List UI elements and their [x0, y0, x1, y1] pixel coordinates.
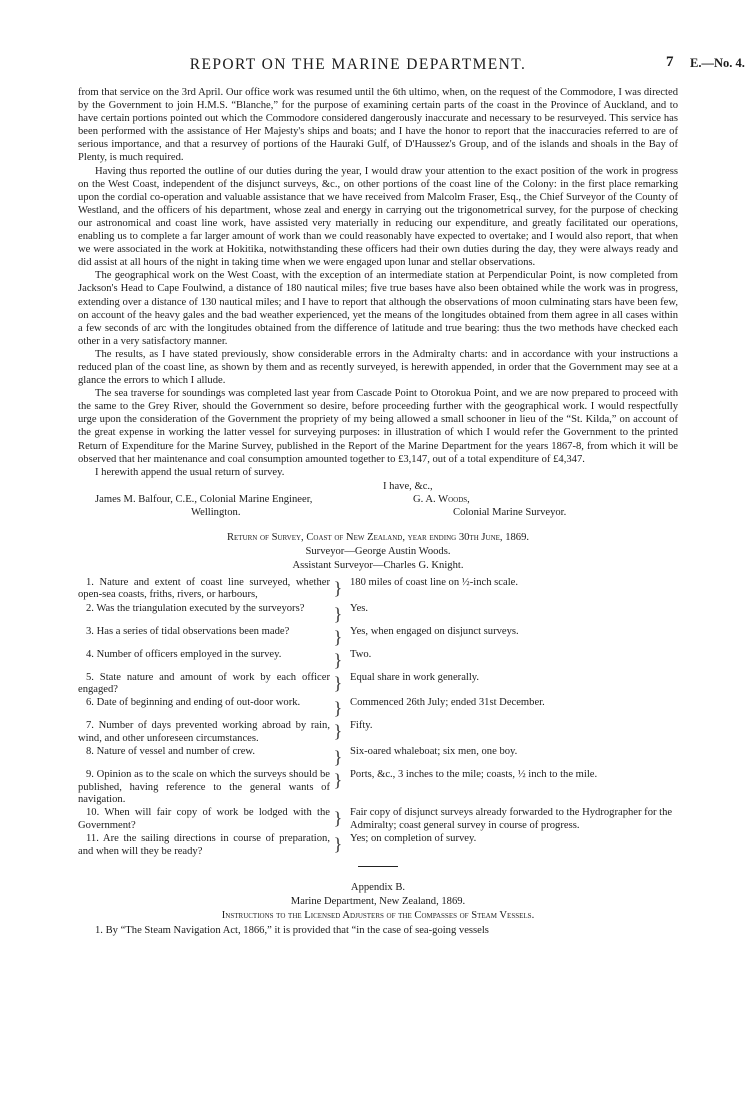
- survey-return-table: [78, 577, 678, 858]
- survey-answer: Two.: [350, 648, 372, 660]
- brace-glyph: }: [333, 834, 343, 855]
- brace-glyph: }: [333, 577, 343, 598]
- appendix-instructions: Instructions to the Licensed Adjusters of the Compasses of Steam Vessels.: [221, 910, 535, 922]
- question-text: 11. Are the sailing directions in course of preparation, and when will they be ready?: [78, 833, 330, 857]
- brace-glyph: }: [333, 626, 343, 647]
- table-row: [78, 769, 678, 806]
- survey-answer: Yes, when engaged on disjunct surveys.: [350, 625, 519, 637]
- addressee-place: Wellington.: [191, 506, 241, 518]
- brace-glyph: }: [333, 672, 343, 693]
- table-row: [78, 626, 678, 648]
- closing: I have, &c.,: [383, 480, 433, 492]
- survey-question: [78, 697, 330, 719]
- survey-answer: Commenced 26th July; ended 31st December.: [350, 697, 545, 709]
- survey-answer: 180 miles of coast line on ½-inch scale.: [350, 576, 518, 588]
- survey-question: [78, 833, 330, 858]
- survey-question: [78, 769, 330, 806]
- page-header: [78, 54, 745, 76]
- paragraph: from that service on the 3rd April. Our office work was resumed until the 6th ultimo, when, on the request of the Commodore, I was directed by the Government to join H.M.S. “Blanche,” for the purpose of examining certain parts of the coast in the Province of Auckland, and to have certain portions pointed out which the Commodore considered dangerously inaccurate and necessary to be resurveyed. This service has been performed with the assistance of Her Majesty's ships and boats; and I have the honor to report that the inaccuracies referred to are of serious importance, and that a resurvey of portions of the Hauraki Gulf, of D'Haussez's Group, and of the islands and shoals in the Bay of Plenty, is much required.: [78, 87, 678, 164]
- table-row: [78, 672, 678, 697]
- question-text: 2. Was the triangulation executed by the surveyors?: [86, 602, 305, 614]
- survey-answer: Six-oared whaleboat; six men, one boy.: [350, 746, 518, 758]
- paragraph: Having thus reported the outline of our duties during the year, I would draw your attention to the exact position of the work in progress on the West Coast, independent of the disjunct surveys, &c., on other portions of the coast line of the Colony: in the first place remarking upon the cordial co-operation and valuable assistance that we have received from Malcolm Fraser, Esq., the Chief Surveyor of the County of Westland, and the officers of his department, whose zeal and energy in carrying out the trigonometrical survey, for the purpose of checking our astronomical and coast line work, have assisted very materially in reducing our expenditure, and greatly facilitated our operations, enabling us to complete a far larger amount of work than we could reasonably have expected to overtake; and I would also report, that when we were associated in the work at Hokitika, notwithstanding these officers had their own duties during the day, they were always ready and did assist at all hours of the night in taking time when we were engaged upon lunar and stellar observations.: [78, 165, 678, 269]
- survey-question: [78, 577, 330, 602]
- survey-answer: Equal share in work generally.: [350, 671, 480, 683]
- survey-question: [78, 649, 330, 671]
- brace-glyph: }: [333, 770, 343, 791]
- report-body: [78, 86, 678, 479]
- table-row: [78, 807, 678, 832]
- paragraph: The geographical work on the West Coast, with the exception of an intermediate station at Perpendicular Point, is now completed from Jackson's Head to Cape Foulwind, a distance of 180 nautical miles; five true bases have also been obtained while the work was in progress, extending over a distance of 130 nautical miles; and I have to report that although the observations of moon culminating stars have been few, on account of the heavy gales and the bad weather experienced, yet the means of the longitudes obtained from them agree in all cases within a few seconds of arc with the longitudes obtained from the difference of latitude and true bearing: thus the two methods have checked each other in a very satisfactory manner.: [78, 270, 678, 347]
- table-row: [78, 746, 678, 768]
- question-text: 7. Number of days prevented working abroad by rain, wind, and other unforeseen circumstances.: [78, 720, 330, 744]
- survey-question: [78, 807, 330, 832]
- survey-answer: Fifty.: [350, 720, 373, 732]
- table-row: [78, 577, 678, 602]
- paragraph: The sea traverse for soundings was completed last year from Cascade Point to Otorokua Point, and we are now prepared to proceed with the same to the Grey River, should the Government so desire, before proceeding further with the geographical work. I would respectfully urge upon the consideration of the Government the propriety of my being allowed a small schooner in lieu of the “St. Kilda,” on account of the great expense in working the latter vessel for surveying purposes: in illustration of which I would refer the Government to the printed Return of Expenditure for the Marine Survey, published in the Report of the Marine Department for the years 1867-8, from which it will be observed that her maintenance and coal consumption amounted together to £3,147, out of a total expenditure of £4,347.: [78, 388, 678, 465]
- survey-answer: Yes.: [350, 602, 369, 614]
- brace-glyph: }: [333, 649, 343, 670]
- running-title: REPORT ON THE MARINE DEPARTMENT.: [189, 56, 527, 73]
- table-row: [78, 603, 678, 625]
- survey-answer: Yes; on completion of survey.: [350, 833, 477, 845]
- question-text: 6. Date of beginning and ending of out-door work.: [86, 697, 301, 709]
- survey-answer: Fair copy of disjunct surveys already forwarded to the Hydrographer for the Admiralty; coast general survey in course of progress.: [350, 807, 673, 831]
- appendix-first-line: 1. By “The Steam Navigation Act, 1866,” it is provided that “in the case of sea-going vessels: [95, 925, 489, 937]
- question-text: 8. Nature of vessel and number of crew.: [86, 746, 256, 758]
- table-row: [78, 833, 678, 858]
- appendix-title: Appendix B.: [350, 882, 406, 894]
- addressee: James M. Balfour, C.E., Colonial Marine Engineer,: [95, 493, 313, 505]
- signature-block: [78, 479, 678, 539]
- brace-glyph: }: [333, 721, 343, 742]
- question-text: 1. Nature and extent of coast line surveyed, whether open-sea coasts, friths, rivers, or harbours,: [78, 576, 330, 601]
- survey-question: [78, 603, 330, 625]
- table-row: [78, 720, 678, 745]
- paragraph: The results, as I have stated previously, show considerable errors in the Admiralty charts: and in accordance with your instructions a reduced plan of the coast line, as shown by them and as recently surveyed, is herewith appended, in order that the Government may see at a glance the errors to which I allude.: [78, 348, 678, 387]
- survey-question: [78, 626, 330, 648]
- survey-question: [78, 746, 330, 768]
- question-text: 9. Opinion as to the scale on which the surveys should be published, having reference to the general wants of navigation.: [78, 769, 330, 806]
- signer-name: G. A. Woods,: [413, 493, 470, 505]
- divider: [358, 866, 398, 867]
- question-text: 10. When will fair copy of work be lodged with the Government?: [78, 807, 330, 831]
- return-title: Return of Survey, Coast of New Zealand, year ending 30th June, 1869.: [226, 531, 530, 543]
- question-text: 3. Has a series of tidal observations been made?: [86, 625, 290, 637]
- brace-glyph: }: [333, 698, 343, 719]
- paper-reference: E.—No. 4.: [690, 56, 745, 70]
- appendix-subtitle: Marine Department, New Zealand, 1869.: [290, 896, 466, 908]
- signer-title: Colonial Marine Surveyor.: [453, 506, 567, 518]
- survey-question: [78, 720, 330, 745]
- survey-question: [78, 672, 330, 697]
- assistant-line: Assistant Surveyor—Charles G. Knight.: [292, 559, 464, 571]
- page-number: 7: [666, 54, 674, 70]
- question-text: 5. State nature and amount of work by each officer engaged?: [78, 671, 330, 696]
- question-text: 4. Number of officers employed in the survey.: [86, 648, 282, 660]
- brace-glyph: }: [333, 747, 343, 768]
- brace-glyph: }: [333, 603, 343, 624]
- brace-glyph: }: [333, 808, 343, 829]
- surveyor-line: Surveyor—George Austin Woods.: [305, 545, 451, 557]
- paragraph: I herewith append the usual return of survey.: [95, 466, 285, 478]
- table-row: [78, 697, 678, 719]
- appendix-b: [78, 881, 678, 938]
- document-page: [78, 54, 745, 938]
- table-row: [78, 649, 678, 671]
- survey-answer: Ports, &c., 3 inches to the mile; coasts, ½ inch to the mile.: [350, 769, 598, 781]
